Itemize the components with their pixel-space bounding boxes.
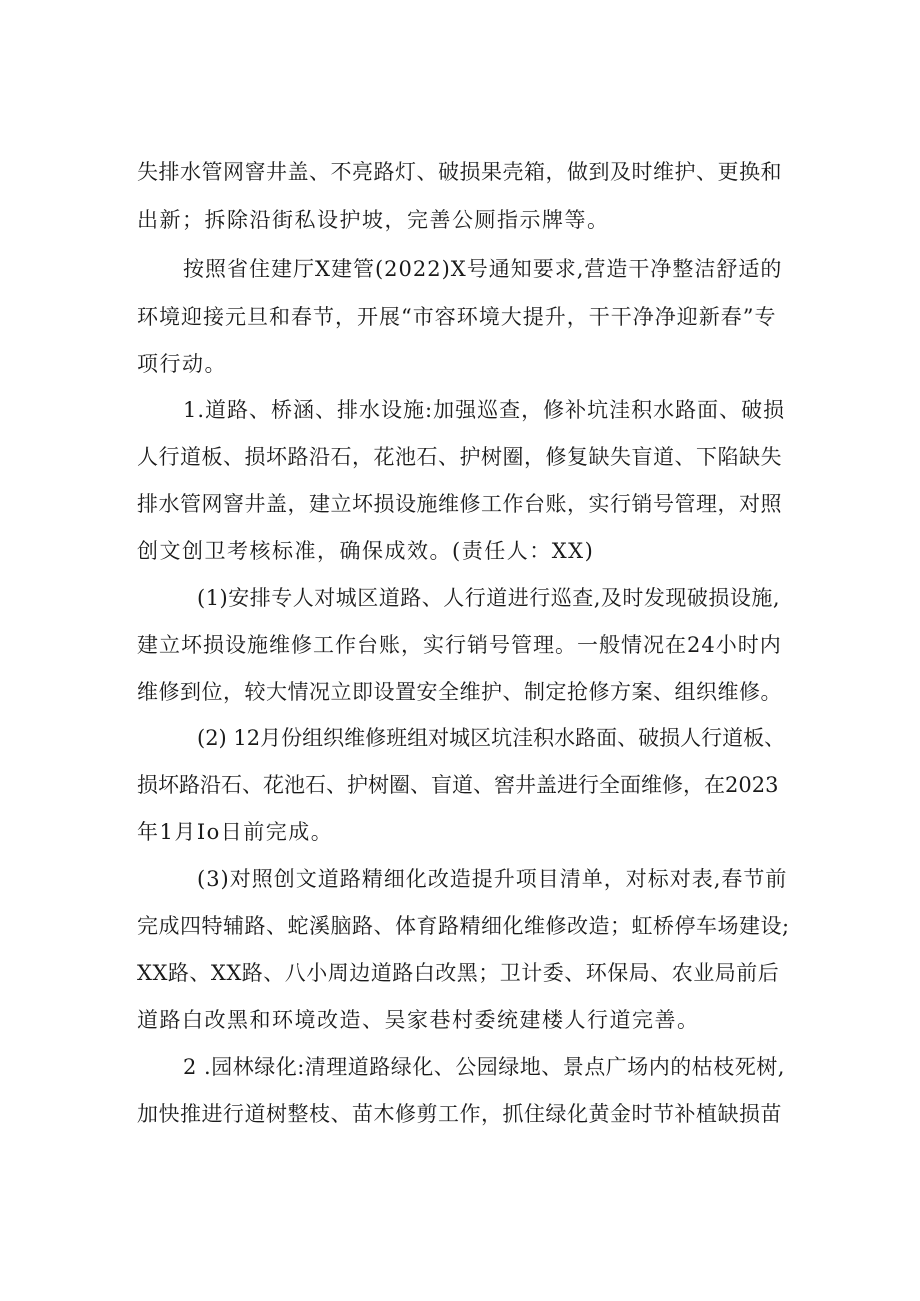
text-line: 创文创卫考核标准，确保成效。(责任人：XX) xyxy=(137,539,595,563)
text-line: 损坏路沿石、花池石、护树圈、盲道、窖井盖进行全面维修，在2023 xyxy=(137,773,779,797)
text-line: 排水管网窨井盖，建立坏损设施维修工作台账，实行销号管理，对照 xyxy=(137,492,782,516)
text-line: 项行动。 xyxy=(137,352,227,376)
text-line: 2 .园林绿化:清理道路绿化、公园绿地、景点广场内的枯枝死树, xyxy=(183,1055,785,1079)
text-line: 维修到位，较大情况立即设置安全维护、制定抢修方案、组织维修。 xyxy=(137,680,782,704)
text-line: (3)对照创文道路精细化改造提升项目清单，对标对表,春节前 xyxy=(197,867,788,891)
text-line: 出新；拆除沿街私设护坡，完善公厕指示牌等。 xyxy=(137,208,610,232)
text-line: XX路、XX路、八小周边道路白改黑；卫计委、环保局、农业局前后 xyxy=(137,961,780,985)
text-line: 完成四特辅路、蛇溪脑路、体育路精细化维修改造；虹桥停车场建设; xyxy=(137,914,790,938)
text-line: 加快推进行道树整枝、苗木修剪工作，抓住绿化黄金时节补植缺损苗 xyxy=(137,1102,782,1126)
text-line: 1.道路、桥涵、排水设施:加强巡查，修补坑洼积水路面、破损 xyxy=(183,398,786,422)
text-line: 环境迎接元旦和春节，开展“市容环境大提升，干干净净迎新春”专 xyxy=(137,305,777,329)
text-line: (2) 12月份组织维修班组对城区坑洼积水路面、破损人行道板、 xyxy=(197,726,786,750)
text-line: 建立坏损设施维修工作台账，实行销号管理。一般情况在24小时内 xyxy=(137,633,782,657)
text-line: 按照省住建厅X建管(2022)X号通知要求,营造干净整洁舒适的 xyxy=(183,257,783,281)
text-line: 失排水管网窨井盖、不亮路灯、破损果壳箱，做到及时维护、更换和 xyxy=(137,160,782,184)
text-line: 道路白改黑和环境改造、吴家巷村委统建楼人行道完善。 xyxy=(137,1008,700,1032)
text-line: (1)安排专人对城区道路、人行道进行巡查,及时发现破损设施, xyxy=(197,586,781,610)
text-line: 年1月Io日前完成。 xyxy=(137,820,334,844)
text-line: 人行道板、损坏路沿石，花池石、护树圈，修复缺失盲道、下陷缺失 xyxy=(137,445,782,469)
